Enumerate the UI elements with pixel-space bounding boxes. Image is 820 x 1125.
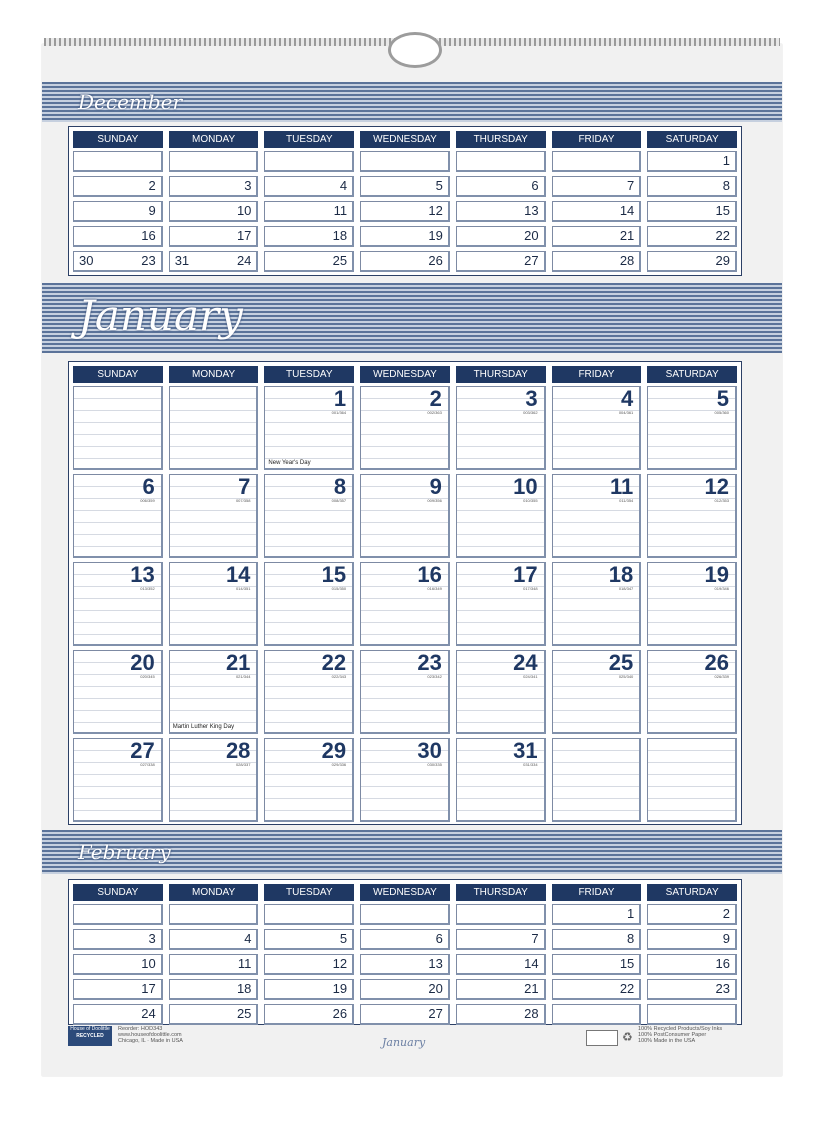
day-number: 8 <box>333 474 347 499</box>
day-number: 23 <box>715 981 730 996</box>
day-cell <box>169 151 259 172</box>
january-weekday-header <box>73 366 737 383</box>
day-cell <box>360 650 450 734</box>
day-count: 025/340 <box>618 674 634 679</box>
day-cell <box>647 929 737 950</box>
day-number: 10 <box>236 203 252 218</box>
day-cell <box>456 1004 546 1025</box>
january-banner <box>42 283 782 353</box>
day-cell <box>264 979 354 1000</box>
day-cell <box>73 954 163 975</box>
day-cell <box>264 929 354 950</box>
day-cell <box>647 904 737 925</box>
day-number: 22 <box>619 981 635 996</box>
day-cell <box>647 1004 737 1025</box>
december-weekday-header <box>73 131 737 148</box>
weekday-thursday: THURSDAY <box>456 884 546 901</box>
day-cell <box>73 386 163 470</box>
day-cell <box>360 151 450 172</box>
day-number: 19 <box>332 981 348 996</box>
recycle-icon: ♻ <box>622 1030 633 1044</box>
day-number: 19 <box>428 228 443 243</box>
day-number: 2 <box>148 178 156 193</box>
weekday-thursday: THURSDAY <box>456 366 546 383</box>
weekday-sunday: SUNDAY <box>73 884 163 901</box>
day-cell <box>264 738 354 822</box>
day-cell <box>73 201 163 222</box>
day-cell <box>552 904 642 925</box>
day-cell <box>647 650 737 734</box>
reorder-code: Reorder: HOD343 <box>118 1026 163 1032</box>
day-cell <box>456 979 546 1000</box>
day-cell <box>264 562 354 646</box>
day-number: 27 <box>428 1006 443 1021</box>
day-number: 6 <box>435 931 443 946</box>
day-count: 013/352 <box>140 586 155 591</box>
day-cell <box>647 474 737 558</box>
day-number: 21 <box>225 650 251 675</box>
day-number: 18 <box>608 562 634 587</box>
weekday-tuesday: TUESDAY <box>264 366 354 383</box>
day-number: 20 <box>524 228 539 243</box>
day-number: 24 <box>513 650 538 675</box>
day-number: 8 <box>627 931 635 946</box>
day-number: 10 <box>141 956 156 971</box>
day-number: 11 <box>237 956 252 971</box>
day-number: 7 <box>238 474 251 499</box>
day-cell <box>647 954 737 975</box>
day-cell <box>552 954 642 975</box>
day-number: 23 <box>141 253 156 268</box>
january-calendar <box>68 361 742 825</box>
day-number: 15 <box>715 203 730 218</box>
day-number: 28 <box>225 738 251 763</box>
day-cell <box>552 562 642 646</box>
day-cell <box>73 929 163 950</box>
holiday-label: Martin Luther King Day <box>172 724 235 730</box>
day-number: 6 <box>531 178 539 193</box>
day-cell <box>169 201 259 222</box>
day-cell <box>360 226 450 247</box>
brand-name: House of Doolittle <box>70 1026 110 1032</box>
day-number: 16 <box>417 562 442 587</box>
day-cell <box>552 201 642 222</box>
day-number: 26 <box>332 1006 348 1021</box>
day-cell <box>456 929 546 950</box>
day-cell <box>552 176 642 197</box>
eco-line-2: 100% PostConsumer Paper <box>638 1032 707 1038</box>
day-cell <box>264 201 354 222</box>
day-cell <box>647 201 737 222</box>
day-number: 26 <box>704 650 729 675</box>
day-number: 23 <box>417 650 442 675</box>
day-cell <box>552 474 642 558</box>
day-number: 2 <box>722 906 730 921</box>
day-number: 28 <box>524 1006 539 1021</box>
day-cell <box>264 650 354 734</box>
day-cell <box>360 929 450 950</box>
day-number: 29 <box>715 253 730 268</box>
day-cell <box>264 474 354 558</box>
eco-line-1: 100% Recycled Products/Soy Inks <box>638 1026 723 1032</box>
day-number: 8 <box>722 178 730 193</box>
day-number: 20 <box>130 650 155 675</box>
day-number: 14 <box>524 956 539 971</box>
day-number: 26 <box>428 253 443 268</box>
day-number: 27 <box>130 738 155 763</box>
day-cell <box>169 176 259 197</box>
day-count: 020/345 <box>140 674 155 679</box>
day-count: 004/361 <box>618 410 634 415</box>
reorder-info <box>118 1026 183 1044</box>
day-number-overflow: 31 <box>174 253 190 268</box>
day-number: 20 <box>428 981 443 996</box>
day-number: 14 <box>619 203 635 218</box>
day-number: 31 <box>513 738 538 763</box>
day-number: 15 <box>619 956 635 971</box>
day-cell <box>360 474 450 558</box>
location: Chicago, IL · Made in USA <box>118 1038 183 1044</box>
weekday-tuesday: TUESDAY <box>264 884 354 901</box>
day-number: 22 <box>321 650 347 675</box>
day-cell <box>360 176 450 197</box>
day-count: 024/341 <box>523 674 538 679</box>
day-cell <box>169 929 259 950</box>
day-cell <box>552 251 642 272</box>
website: www.houseofdoolittle.com <box>118 1032 182 1038</box>
day-cell <box>264 904 354 925</box>
day-cell <box>73 251 163 272</box>
day-count: 010/355 <box>523 498 538 503</box>
weekday-saturday: SATURDAY <box>647 131 737 148</box>
day-cell <box>73 176 163 197</box>
day-cell <box>456 176 546 197</box>
day-count: 008/357 <box>331 498 347 503</box>
day-cell <box>264 386 354 470</box>
day-count: 007/358 <box>235 498 251 503</box>
day-number: 5 <box>339 931 348 946</box>
day-cell <box>264 226 354 247</box>
day-cell <box>73 226 163 247</box>
day-count: 028/337 <box>235 762 251 767</box>
day-cell <box>264 1004 354 1025</box>
day-number: 12 <box>704 474 729 499</box>
february-title: February <box>78 840 171 864</box>
day-count: 019/346 <box>714 586 729 591</box>
december-grid <box>73 151 737 272</box>
weekday-wednesday: WEDNESDAY <box>360 366 450 383</box>
weekday-wednesday: WEDNESDAY <box>360 131 450 148</box>
day-cell <box>360 904 450 925</box>
day-number: 24 <box>236 253 252 268</box>
day-cell <box>647 176 737 197</box>
day-number: 17 <box>236 228 252 243</box>
february-weekday-header <box>73 884 737 901</box>
day-cell <box>264 176 354 197</box>
weekday-thursday: THURSDAY <box>456 131 546 148</box>
day-count: 002/363 <box>427 410 442 415</box>
day-cell <box>552 386 642 470</box>
day-cell <box>264 151 354 172</box>
day-count: 011/354 <box>619 498 634 503</box>
day-number: 19 <box>704 562 729 587</box>
day-number: 11 <box>610 474 634 499</box>
day-cell <box>456 474 546 558</box>
day-cell <box>647 738 737 822</box>
day-number: 29 <box>321 738 347 763</box>
day-count: 014/351 <box>235 586 251 591</box>
day-number: 9 <box>148 203 156 218</box>
day-cell <box>552 650 642 734</box>
day-cell <box>456 954 546 975</box>
day-number: 22 <box>715 228 730 243</box>
day-cell <box>360 979 450 1000</box>
day-cell <box>169 904 259 925</box>
day-number: 18 <box>332 228 348 243</box>
footer-month-label: January <box>382 1036 426 1049</box>
day-number: 4 <box>244 931 252 946</box>
day-cell <box>552 929 642 950</box>
eco-info <box>638 1026 722 1044</box>
day-number: 17 <box>141 981 156 996</box>
day-cell <box>456 151 546 172</box>
day-number-overflow: 30 <box>79 253 94 268</box>
day-cell <box>73 1004 163 1025</box>
day-number: 17 <box>513 562 538 587</box>
day-cell <box>73 650 163 734</box>
day-number: 10 <box>513 474 538 499</box>
day-cell <box>73 151 163 172</box>
weekday-tuesday: TUESDAY <box>264 131 354 148</box>
day-count: 022/343 <box>331 674 347 679</box>
day-number: 6 <box>142 474 155 499</box>
weekday-monday: MONDAY <box>169 131 259 148</box>
day-number: 12 <box>428 203 443 218</box>
day-number: 1 <box>333 386 347 411</box>
day-number: 13 <box>524 203 539 218</box>
day-number: 13 <box>130 562 155 587</box>
day-number: 24 <box>141 1006 156 1021</box>
day-cell <box>360 201 450 222</box>
day-number: 16 <box>715 956 730 971</box>
day-cell <box>360 562 450 646</box>
day-number: 7 <box>627 178 635 193</box>
day-cell <box>169 386 259 470</box>
weekday-sunday: SUNDAY <box>73 131 163 148</box>
day-cell <box>456 650 546 734</box>
day-cell <box>456 904 546 925</box>
day-cell <box>647 979 737 1000</box>
day-number: 25 <box>332 253 348 268</box>
day-count: 006/359 <box>140 498 155 503</box>
day-number: 25 <box>236 1006 252 1021</box>
day-cell <box>360 738 450 822</box>
day-number: 1 <box>722 153 730 168</box>
day-number: 9 <box>722 931 730 946</box>
day-count: 027/338 <box>140 762 155 767</box>
day-cell <box>360 386 450 470</box>
day-number: 14 <box>225 562 251 587</box>
day-count: 017/348 <box>523 586 538 591</box>
day-count: 016/349 <box>427 586 442 591</box>
day-cell <box>169 650 259 734</box>
day-number: 4 <box>621 386 634 411</box>
day-cell <box>169 562 259 646</box>
day-cell <box>456 738 546 822</box>
recycled-label: RECYCLED <box>76 1033 104 1039</box>
february-banner <box>42 830 782 874</box>
day-count: 003/362 <box>523 410 538 415</box>
day-number: 4 <box>339 178 348 193</box>
weekday-friday: FRIDAY <box>552 366 642 383</box>
day-number: 2 <box>429 386 442 411</box>
day-number: 18 <box>236 981 252 996</box>
day-number: 28 <box>619 253 635 268</box>
day-number: 15 <box>321 562 347 587</box>
day-number: 27 <box>524 253 539 268</box>
day-number: 30 <box>417 738 442 763</box>
day-number: 12 <box>332 956 348 971</box>
eco-line-3: 100% Made in the USA <box>638 1038 696 1044</box>
weekday-friday: FRIDAY <box>552 131 642 148</box>
day-cell <box>264 954 354 975</box>
holiday-label: New Year's Day <box>268 460 311 466</box>
day-cell <box>169 979 259 1000</box>
day-number: 16 <box>141 228 156 243</box>
day-number: 1 <box>627 906 635 921</box>
day-cell <box>647 251 737 272</box>
day-number: 7 <box>531 931 539 946</box>
day-count: 005/360 <box>714 410 729 415</box>
day-cell <box>552 979 642 1000</box>
day-cell <box>73 904 163 925</box>
day-count: 015/350 <box>331 586 347 591</box>
day-count: 018/347 <box>618 586 634 591</box>
day-cell <box>552 151 642 172</box>
day-cell <box>73 474 163 558</box>
february-calendar <box>68 879 742 1025</box>
day-count: 021/344 <box>235 674 251 679</box>
day-count: 012/353 <box>714 498 729 503</box>
day-cell <box>456 386 546 470</box>
day-cell <box>73 738 163 822</box>
day-cell <box>169 251 259 272</box>
january-title: January <box>78 291 243 340</box>
day-cell <box>552 738 642 822</box>
day-count: 031/334 <box>523 762 538 767</box>
day-cell <box>169 1004 259 1025</box>
day-count: 026/339 <box>714 674 729 679</box>
day-number: 5 <box>435 178 443 193</box>
january-grid <box>73 386 737 822</box>
day-cell <box>360 251 450 272</box>
day-count: 029/336 <box>331 762 347 767</box>
day-number: 9 <box>429 474 442 499</box>
day-number: 25 <box>608 650 634 675</box>
weekday-wednesday: WEDNESDAY <box>360 884 450 901</box>
day-cell <box>647 386 737 470</box>
day-cell <box>456 201 546 222</box>
day-cell <box>169 738 259 822</box>
december-calendar <box>68 126 742 276</box>
day-cell <box>647 226 737 247</box>
day-number: 5 <box>716 386 729 411</box>
day-number: 11 <box>333 203 348 218</box>
day-cell <box>73 562 163 646</box>
day-number: 21 <box>619 228 635 243</box>
day-cell <box>73 979 163 1000</box>
fsc-icon <box>586 1030 618 1046</box>
day-count: 009/356 <box>427 498 442 503</box>
day-count: 001/364 <box>331 410 347 415</box>
day-number: 21 <box>524 981 539 996</box>
day-cell <box>264 251 354 272</box>
day-number: 3 <box>525 386 538 411</box>
weekday-saturday: SATURDAY <box>647 366 737 383</box>
weekday-monday: MONDAY <box>169 884 259 901</box>
day-number: 3 <box>148 931 156 946</box>
weekday-monday: MONDAY <box>169 366 259 383</box>
hanger-loop <box>388 32 442 68</box>
day-cell <box>169 954 259 975</box>
day-cell <box>360 1004 450 1025</box>
december-title: December <box>78 90 183 114</box>
day-cell <box>169 226 259 247</box>
day-cell <box>456 562 546 646</box>
day-cell <box>552 1004 642 1025</box>
february-grid <box>73 904 737 1025</box>
day-count: 030/335 <box>427 762 442 767</box>
day-cell <box>169 474 259 558</box>
december-banner <box>42 82 782 122</box>
day-number: 13 <box>428 956 443 971</box>
day-cell <box>456 226 546 247</box>
day-cell <box>647 562 737 646</box>
weekday-sunday: SUNDAY <box>73 366 163 383</box>
day-cell <box>360 954 450 975</box>
weekday-saturday: SATURDAY <box>647 884 737 901</box>
day-cell <box>456 251 546 272</box>
day-number: 3 <box>244 178 252 193</box>
day-cell <box>647 151 737 172</box>
weekday-friday: FRIDAY <box>552 884 642 901</box>
brand-logo <box>68 1026 112 1046</box>
day-count: 023/342 <box>427 674 442 679</box>
day-cell <box>552 226 642 247</box>
